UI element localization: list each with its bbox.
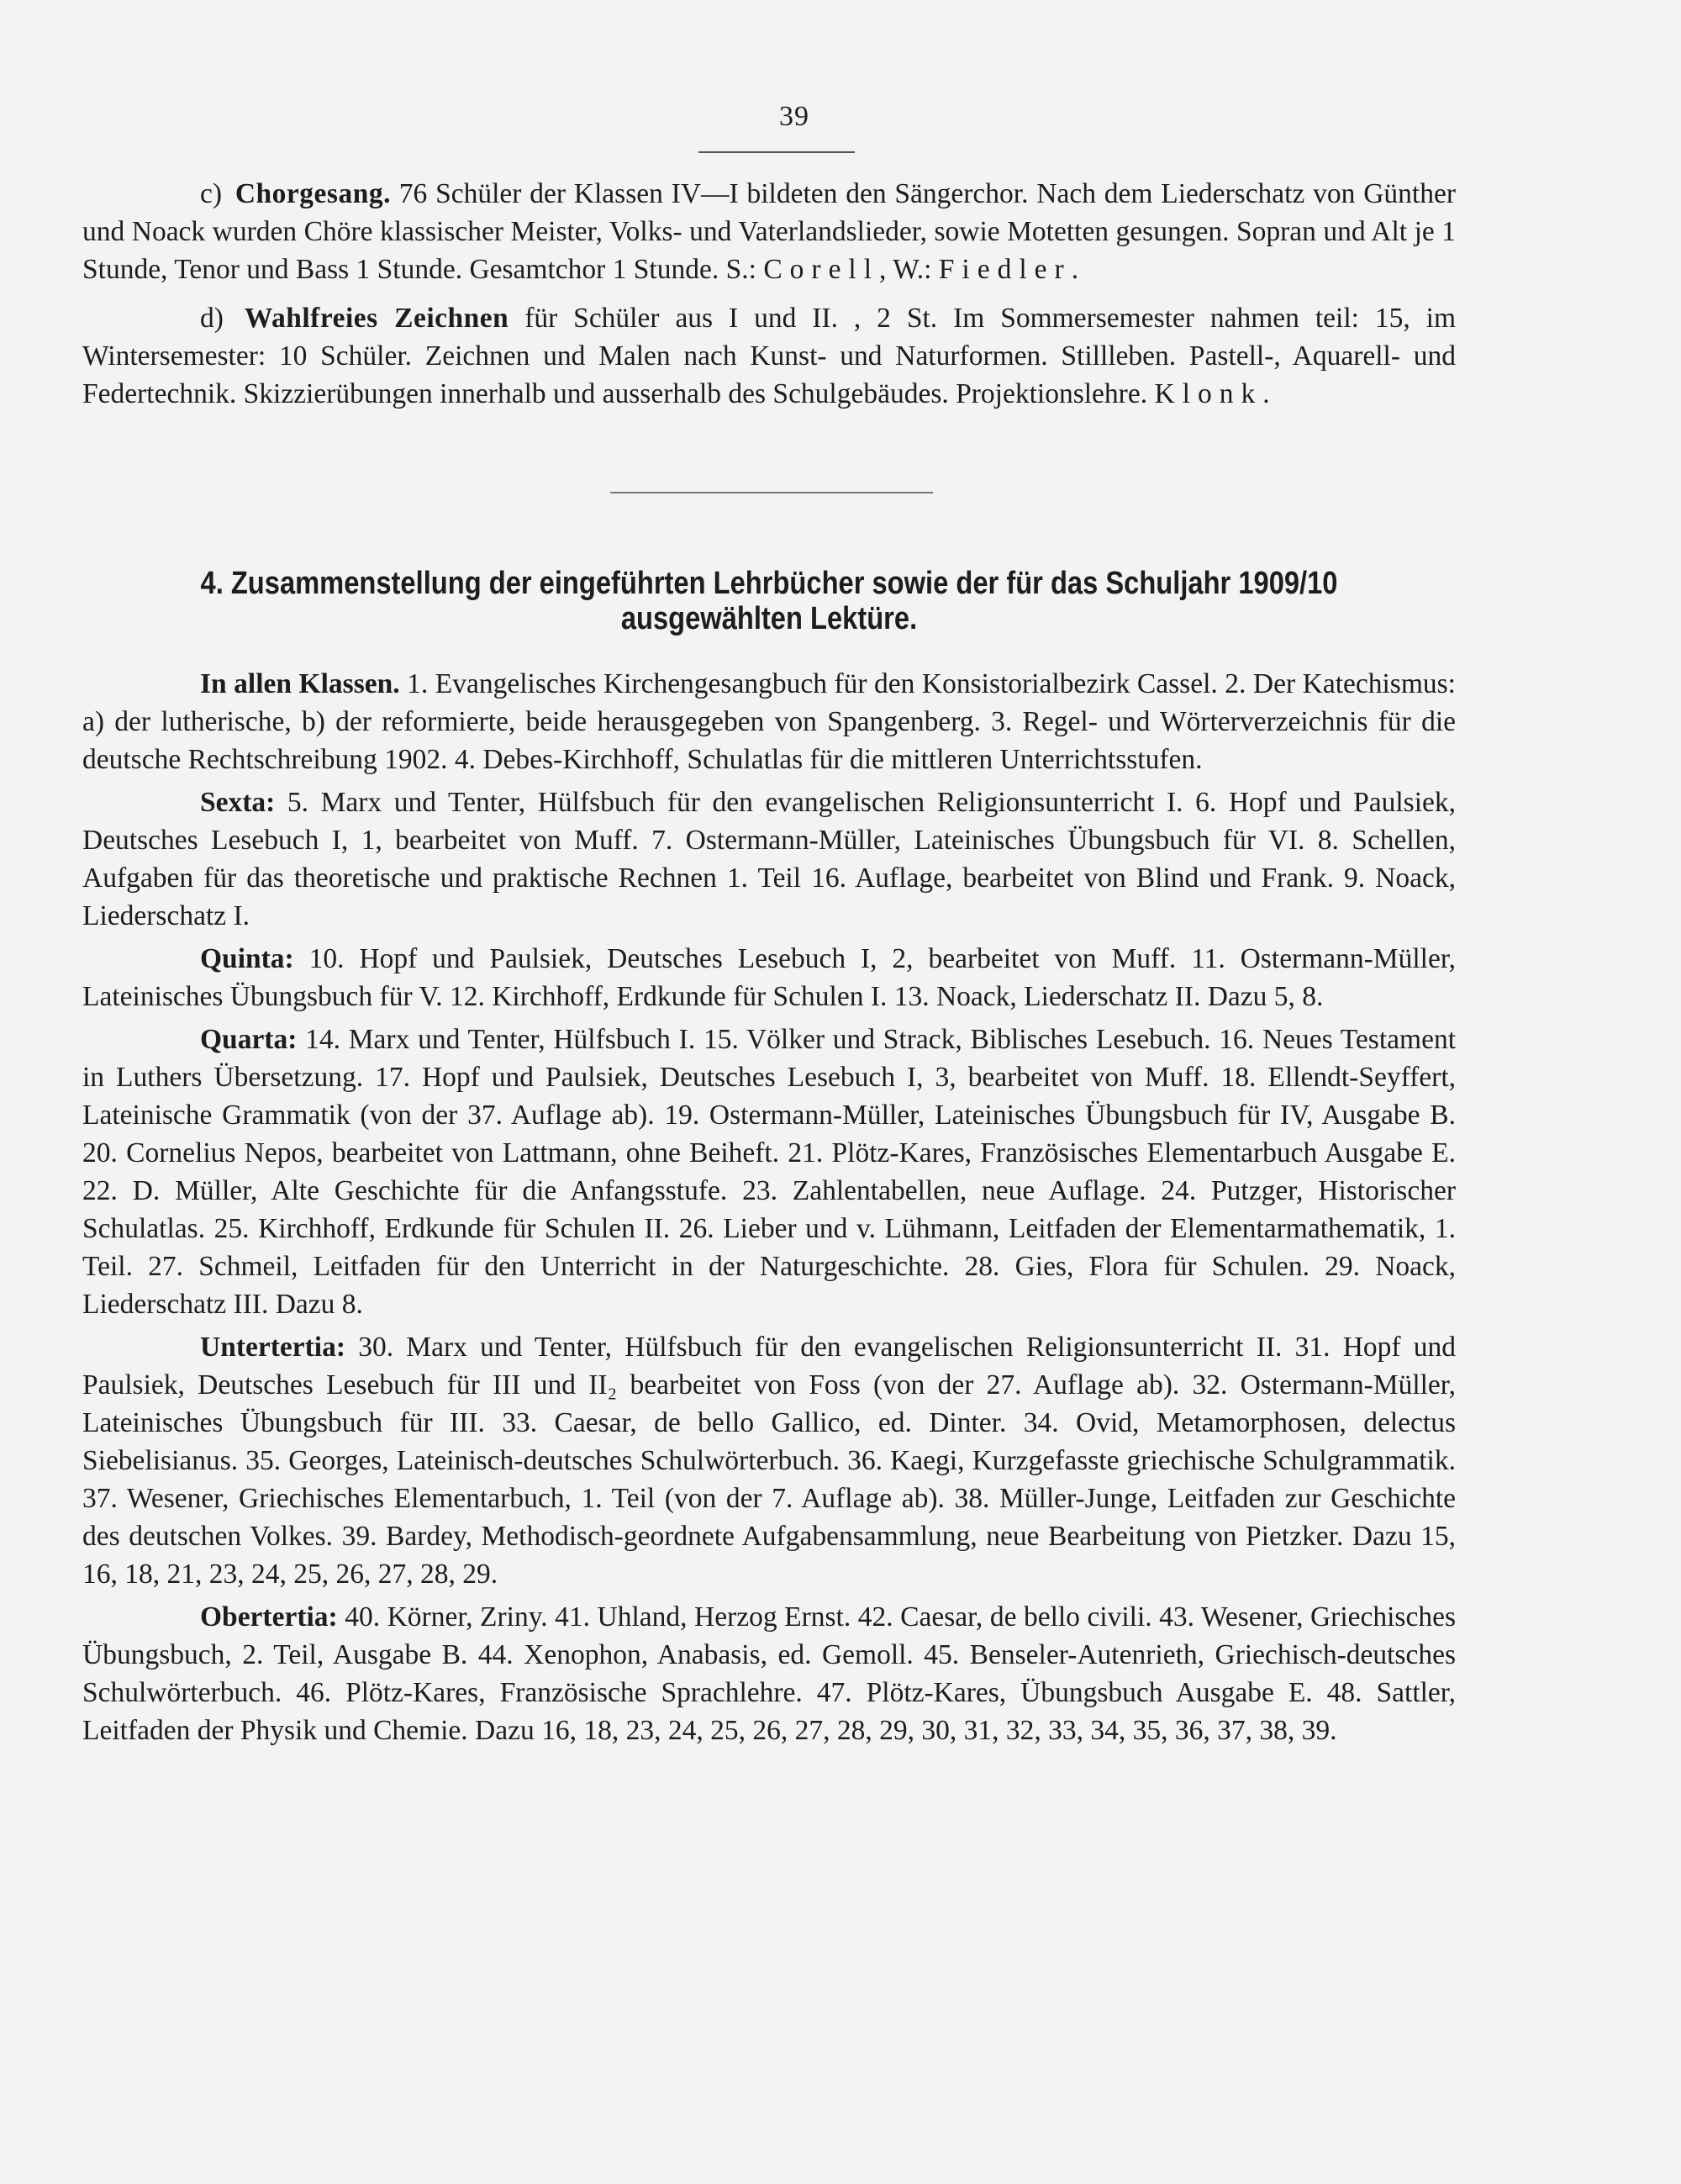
class-paragraph-sexta [82, 783, 1456, 935]
heading-line-2: ausgewählten Lektüre. [620, 601, 918, 636]
class-name: Quarta: [200, 1024, 298, 1055]
class-books: 40. Körner, Zriny. 41. Uhland, Herzog Ernst. 42. Caesar, de bello civili. 43. Wesener, Griechisches Übungsbuch, 2. Teil, Ausgabe B. 44. Xenophon, Anabasis, ed. Gemoll. 45. Benseler-Autenrieth, Griechisch-deutsches Schulwörterbuch. 46. Plötz-Kares, Französische Sprachlehre. 47. Plötz-Kares, Übungsbuch Ausgabe E. 48. Sattler, Leitfaden der Physik und Chemie. Dazu 16, 18, 23, 24, 25, 26, 27, 28, 29, 30, 31, 32, 33, 34, 35, 36, 37, 38, 39. [82, 1601, 1456, 1746]
textbook-list [82, 665, 1456, 1749]
class-name: Obertertia: [200, 1601, 338, 1633]
section-c-chorgesang [82, 175, 1456, 288]
section-c-end: . [1071, 254, 1079, 285]
class-books: 1. Evangelisches Kirchengesangbuch für den Konsistorialbezirk Cassel. 2. Der Katechismus: a) der lutherische, b) der reformierte, beide herausgegeben von Spangenberg. 3. Regel- und Wörterverzeichnis für die deutsche Rechtschreibung 1902. 4. Debes-Kirchhoff, Schulatlas für die mittleren Unterrichtsstufen. [82, 668, 1456, 775]
class-name: Sexta: [200, 787, 276, 818]
section-c-heading: Chorgesang. [234, 178, 391, 209]
teacher-name-corell: Corell [763, 254, 880, 285]
section-d-label: d) [200, 303, 224, 334]
document-page [82, 101, 1456, 1749]
class-paragraph-quinta [82, 940, 1456, 1016]
class-paragraph-untertertia [82, 1328, 1456, 1593]
class-paragraph-quarta [82, 1021, 1456, 1323]
class-paragraph-alle [82, 665, 1456, 778]
section-d-heading: Wahlfreies Zeichnen [244, 303, 509, 334]
class-books: 10. Hopf und Paulsiek, Deutsches Lesebuch I, 2, bearbeitet von Muff. 11. Ostermann-Müller, Lateinisches Übungsbuch für V. 12. Kirchhoff, Erdkunde für Schulen I. 13. Noack, Liederschatz II. Dazu 5, 8. [82, 943, 1457, 1012]
section-d-end: . [1262, 378, 1270, 409]
heading-line-1: 4. Zusammenstellung der eingeführten Lehrbücher sowie der für das Schuljahr 1909/10 [200, 566, 1338, 601]
page-number: 39 [779, 101, 809, 132]
top-divider [698, 151, 855, 153]
class-name: Quinta: [200, 943, 294, 974]
teacher-name-klonk: Klonk [1154, 378, 1263, 409]
class-paragraph-obertertia [82, 1598, 1456, 1749]
section-c-between: , W.: [879, 254, 932, 285]
section-c-label: c) [200, 178, 223, 209]
teacher-name-fiedler: Fiedler [938, 254, 1072, 285]
section-4-heading [178, 566, 1359, 636]
section-c-body: 76 Schüler der Klassen IV—I bildeten den Sängerchor. Nach dem Liederschatz von Günther und Noack wurden Chöre klassischer Meister, Volks- und Vaterlandslieder, sowie Motetten gesungen. Sopran und Alt je 1 Stunde, Tenor und Bass 1 Stunde. Gesamtchor 1 Stunde. S.: [82, 178, 1456, 285]
class-books: 30. Marx und Tenter, Hülfsbuch für den evangelischen Religionsunterricht II. 31. Hopf und Paulsiek, Deutsches Lesebuch für III und II₂ bearbeitet von Foss (von der 27. Auflage ab). 32. Ostermann-Müller, Lateinisches Übungsbuch für III. 33. Caesar, de bello Gallico, ed. Dinter. 34. Ovid, Metamorphosen, delectus Siebelisianus. 35. Georges, Lateinisch-deutsches Schulwörterbuch. 36. Kaegi, Kurzgefasste griechische Schulgrammatik. 37. Wesener, Griechisches Elementarbuch, 1. Teil (von der 7. Auflage ab). 38. Müller-Junge, Leitfaden zur Geschichte des deutschen Volkes. 39. Bardey, Methodisch-geordnete Aufgabensammlung, neue Bearbeitung von Pietzker. Dazu 15, 16, 18, 21, 23, 24, 25, 26, 27, 28, 29. [82, 1332, 1457, 1590]
section-d-zeichnen [82, 299, 1456, 413]
section-divider [610, 492, 933, 493]
class-name: Untertertia: [200, 1332, 345, 1363]
class-name: In allen Klassen. [200, 668, 400, 699]
class-books: 14. Marx und Tenter, Hülfsbuch I. 15. Völker und Strack, Biblisches Lesebuch. 16. Neues Testament in Luthers Übersetzung. 17. Hopf und Paulsiek, Deutsches Lesebuch I, 3, bearbeitet von Muff. 18. Ellendt-Seyffert, Lateinische Grammatik (von der 37. Auflage ab). 19. Ostermann-Müller, Lateinisches Übungsbuch für IV, Ausgabe B. 20. Cornelius Nepos, bearbeitet von Lattmann, ohne Beiheft. 21. Plötz-Kares, Französisches Elementarbuch Ausgabe E. 22. D. Müller, Alte Geschichte für die Anfangsstufe. 23. Zahlentabellen, neue Auflage. 24. Putzger, Historischer Schulatlas. 25. Kirchhoff, Erdkunde für Schulen II. 26. Lieber und v. Lühmann, Leitfaden der Elementarmathematik, 1. Teil. 27. Schmeil, Leitfaden für den Unterricht in der Naturgeschichte. 28. Gies, Flora für Schulen. 29. Noack, Liederschatz III. Dazu 8. [82, 1024, 1456, 1320]
class-books: 5. Marx und Tenter, Hülfsbuch für den evangelischen Religionsunterricht I. 6. Hopf und Paulsiek, Deutsches Lesebuch I, 1, bearbeitet von Muff. 7. Ostermann-Müller, Lateinisches Übungsbuch für VI. 8. Schellen, Aufgaben für das theoretische und praktische Rechnen 1. Teil 16. Auflage, bearbeitet von Blind und Frank. 9. Noack, Liederschatz I. [82, 787, 1456, 931]
section-d-body: für Schüler aus I und II. , 2 St. Im Sommersemester nahmen teil: 15, im Wintersemester: 10 Schüler. Zeichnen und Malen nach Kunst- und Naturformen. Stillleben. Pastell-, Aquarell- und Federtechnik. Skizzierübungen innerhalb und ausserhalb des Schulgebäudes. Projektionslehre. [82, 303, 1457, 409]
